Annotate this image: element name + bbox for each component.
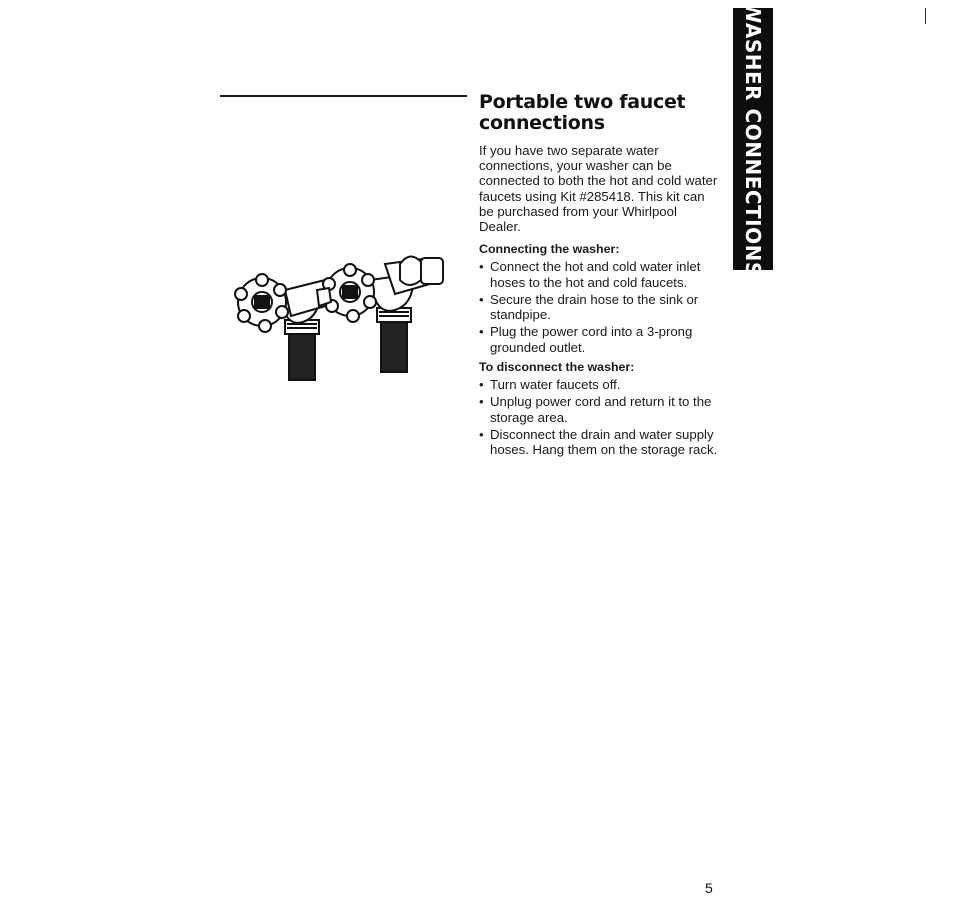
page-title: Portable two faucet connections — [479, 91, 686, 134]
right-hose-fitting — [381, 320, 407, 372]
section-tab — [733, 1, 773, 277]
faucet-illustration — [225, 250, 455, 390]
bullet-icon: • — [479, 259, 484, 275]
left-faucet — [235, 274, 329, 380]
disconnecting-heading: To disconnect the washer: — [479, 360, 635, 374]
disconnecting-list — [479, 377, 719, 457]
connecting-pipe — [317, 288, 331, 306]
list-item: • Disconnect the drain and water supply hoses. Hang them on the storage rack. — [479, 426, 718, 458]
connecting-list — [479, 259, 719, 355]
bullet-icon: • — [479, 291, 484, 307]
list-item: • Secure the drain hose to the sink or standpipe. — [479, 291, 699, 323]
bullet-icon: • — [479, 377, 484, 392]
intro-paragraph: If you have two separate water connections, your washer can be connected to both the hot and cold water faucets using Kit #285418. This kit can be purchased from your Whirlpool Dealer. — [479, 143, 718, 235]
main-content — [479, 92, 719, 462]
list-item: • Plug the power cord into a 3-prong grounded outlet. — [479, 324, 693, 355]
scan-corner-mark — [925, 8, 926, 24]
right-inlet-nut — [421, 258, 443, 284]
section-divider — [220, 95, 467, 97]
list-item: • Connect the hot and cold water inlet hoses to the hot and cold faucets. — [479, 259, 701, 290]
page-number: 5 — [705, 880, 713, 896]
right-faucet — [323, 256, 443, 372]
bullet-icon: • — [479, 426, 484, 442]
bullet-icon: • — [479, 324, 484, 340]
list-item: • Turn water faucets off. — [479, 377, 621, 392]
list-item: • Unplug power cord and return it to the storage area. — [479, 394, 712, 425]
connecting-heading: Connecting the washer: — [479, 242, 620, 257]
left-hose-fitting — [289, 328, 315, 380]
section-tab-label: WASHER CONNECTIONS — [741, 1, 765, 277]
bullet-icon: • — [479, 394, 484, 410]
